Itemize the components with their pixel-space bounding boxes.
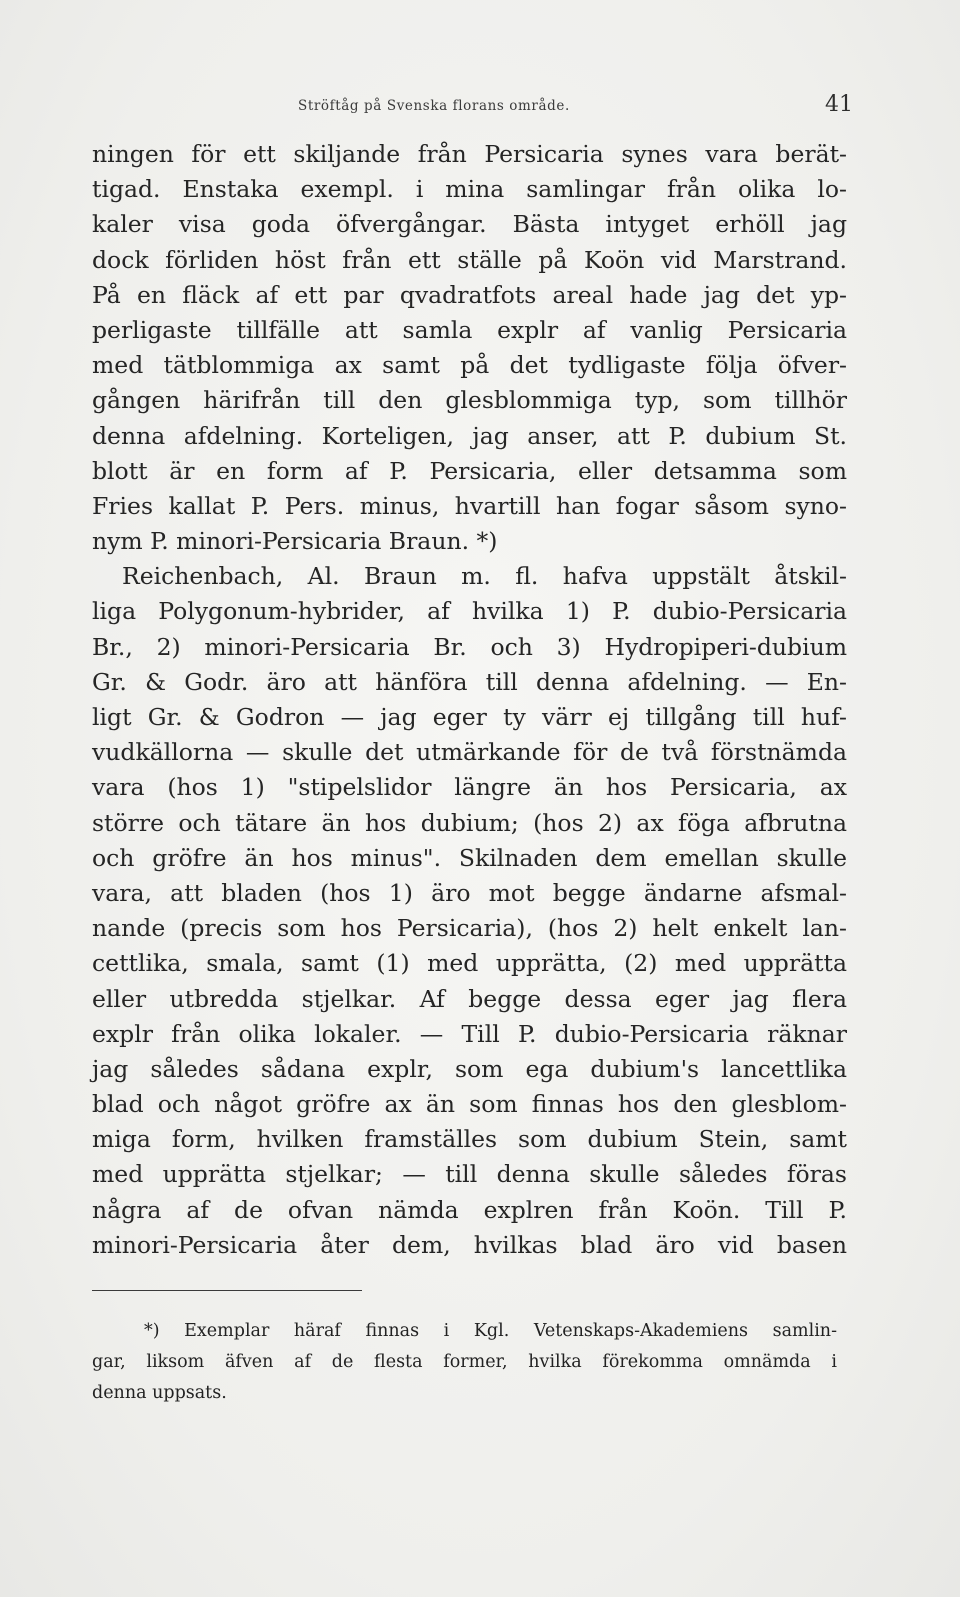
text-line: med tätblommiga ax samt på det tydligaste följa öfver- <box>92 351 847 380</box>
text-line: liga Polygonum-hybrider, af hvilka 1) P. dubio-Persicaria <box>92 597 847 626</box>
text-line: nym P. minori-Persicaria Braun. *) <box>92 527 498 556</box>
footnote-line: *) Exemplar häraf finnas i Kgl. Vetenskaps-Akademiens samlin- <box>144 1321 837 1341</box>
footnote <box>92 1316 837 1409</box>
text-line: Br., 2) minori-Persicaria Br. och 3) Hydropiperi-dubium <box>92 632 847 661</box>
running-head: Ströftåg på Svenska florans område. <box>298 98 570 114</box>
page-header <box>0 92 960 122</box>
text-line: med upprätta stjelkar; — till denna skulle således föras <box>92 1160 847 1189</box>
text-line: ligt Gr. & Godron — jag eger ty värr ej tillgång till huf- <box>92 703 847 731</box>
text-line: tigad. Enstaka exempl. i mina samlingar från olika lo- <box>92 175 847 204</box>
text-line: vara (hos 1) "stipelslidor längre än hos Persicaria, ax <box>92 773 847 802</box>
text-line: vudkällorna — skulle det utmärkande för de två förstnämda <box>92 738 847 767</box>
text-line: minori-Persicaria åter dem, hvilkas blad äro vid basen <box>92 1230 847 1259</box>
text-line: cettlika, smala, samt (1) med upprätta, (2) med upprätta <box>92 949 847 978</box>
text-line: perligaste tillfälle att samla explr af vanlig Persicaria <box>92 315 847 344</box>
page-number: 41 <box>825 92 853 117</box>
text-line: blott är en form af P. Persicaria, eller detsamma som <box>92 456 847 485</box>
text-line: Fries kallat P. Pers. minus, hvartill han fogar såsom syno- <box>92 491 847 520</box>
text-line: större och tätare än hos dubium; (hos 2) ax föga afbrutna <box>92 808 847 837</box>
text-line: vara, att bladen (hos 1) äro mot begge ändarne afsmal- <box>92 878 847 907</box>
text-line: och gröfre än hos minus". Skilnaden dem emellan skulle <box>92 843 847 872</box>
text-line: jag således sådana explr, som ega dubium's lancettlika <box>92 1054 847 1083</box>
text-line: blad och något gröfre ax än som finnas hos den glesblom- <box>92 1090 847 1119</box>
text-line: nande (precis som hos Persicaria), (hos 2) helt enkelt lan- <box>92 914 847 943</box>
footnote-divider <box>92 1290 362 1291</box>
text-line: miga form, hvilken framställes som dubium Stein, samt <box>92 1125 847 1154</box>
text-line: ningen för ett skiljande från Persicaria synes vara berät- <box>92 140 847 168</box>
text-line: explr från olika lokaler. — Till P. dubio-Persicaria räknar <box>92 1019 847 1048</box>
text-line: gången härifrån till den glesblommiga typ, som tillhör <box>92 386 847 415</box>
text-line: På en fläck af ett par qvadratfots areal hade jag det yp- <box>92 280 847 309</box>
text-line: kaler visa goda öfvergångar. Bästa intyget erhöll jag <box>92 210 847 239</box>
text-line: några af de ofvan nämda explren från Koön. Till P. <box>92 1195 847 1224</box>
text-line: dock förliden höst från ett ställe på Koön vid Marstrand. <box>92 245 847 274</box>
text-line: denna afdelning. Korteligen, jag anser, att P. dubium St. <box>92 421 847 450</box>
footnote-line: denna uppsats. <box>92 1383 227 1403</box>
footnote-line: gar, liksom äfven af de flesta former, hvilka förekomma omnämda i <box>92 1352 837 1372</box>
text-line: Gr. & Godr. äro att hänföra till denna afdelning. — En- <box>92 667 847 696</box>
text-line: Reichenbach, Al. Braun m. fl. hafva uppstält åtskil- <box>122 562 847 591</box>
body-text <box>92 137 847 1263</box>
text-line: eller utbredda stjelkar. Af begge dessa eger jag flera <box>92 984 847 1013</box>
